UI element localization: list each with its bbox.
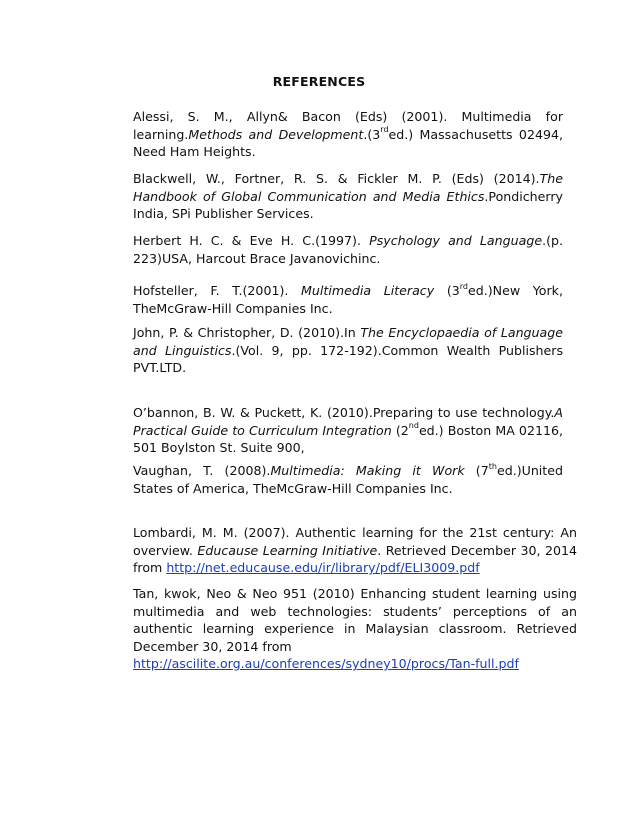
reference-vaughan: Vaughan, T. (2008).Multimedia: Making it Work (7thed.)United States of America, TheMcGraw-Hill Companies Inc. xyxy=(133,461,563,496)
link-ascilite-pdf[interactable]: http://ascilite.org.au/conferences/sydney10/procs/Tan-full.pdf xyxy=(133,656,519,672)
reference-obannon: O’bannon, B. W. & Puckett, K. (2010).Preparing to use technology.A Practical Guide to Curriculum Integration (2nded.) Boston MA 02116, 501 Boylston St. Suite 900, xyxy=(133,405,563,456)
link-educause-pdf[interactable]: http://net.educause.edu/ir/library/pdf/ELI3009.pdf xyxy=(166,560,480,576)
reference-tan: Tan, kwok, Neo & Neo 951 (2010) Enhancing student learning using multimedia and web technologies: students’ perceptions of an authentic learning experience in Malaysian classroom. Retrieved December 30, 2014 from http://ascilite.org.au/conferences/sydney10/procs/Tan-full.pdf xyxy=(133,586,577,672)
reference-hofsteller: Hofsteller, F. T.(2001). Multimedia Literacy (3rded.)New York, TheMcGraw-Hill Companies Inc. xyxy=(133,281,563,316)
references-heading: REFERENCES xyxy=(272,74,366,89)
reference-herbert: Herbert H. C. & Eve H. C.(1997). Psychology and Language.(p. 223)USA, Harcout Brace Javanovichinc. xyxy=(133,233,563,266)
reference-blackwell: Blackwell, W., Fortner, R. S. & Fickler M. P. (Eds) (2014).The Handbook of Global Communication and Media Ethics.Pondicherry India, SPi Publisher Services. xyxy=(133,171,563,222)
reference-alessi: Alessi, S. M., Allyn& Bacon (Eds) (2001). Multimedia for learning.Methods and Development.(3rded.) Massachusetts 02494, Need Ham Heights. xyxy=(133,109,563,160)
reference-john: John, P. & Christopher, D. (2010).In The Encyclopaedia of Language and Linguistics.(Vol. 9, pp. 172-192).Common Wealth Publishers PVT.LTD. xyxy=(133,325,564,376)
reference-lombardi: Lombardi, M. M. (2007). Authentic learning for the 21st century: An overview. Educause Learning Initiative. Retrieved December 30, 2014 from http://net.educause.edu/ir/library/pdf/ELI3009.pdf xyxy=(133,525,577,576)
